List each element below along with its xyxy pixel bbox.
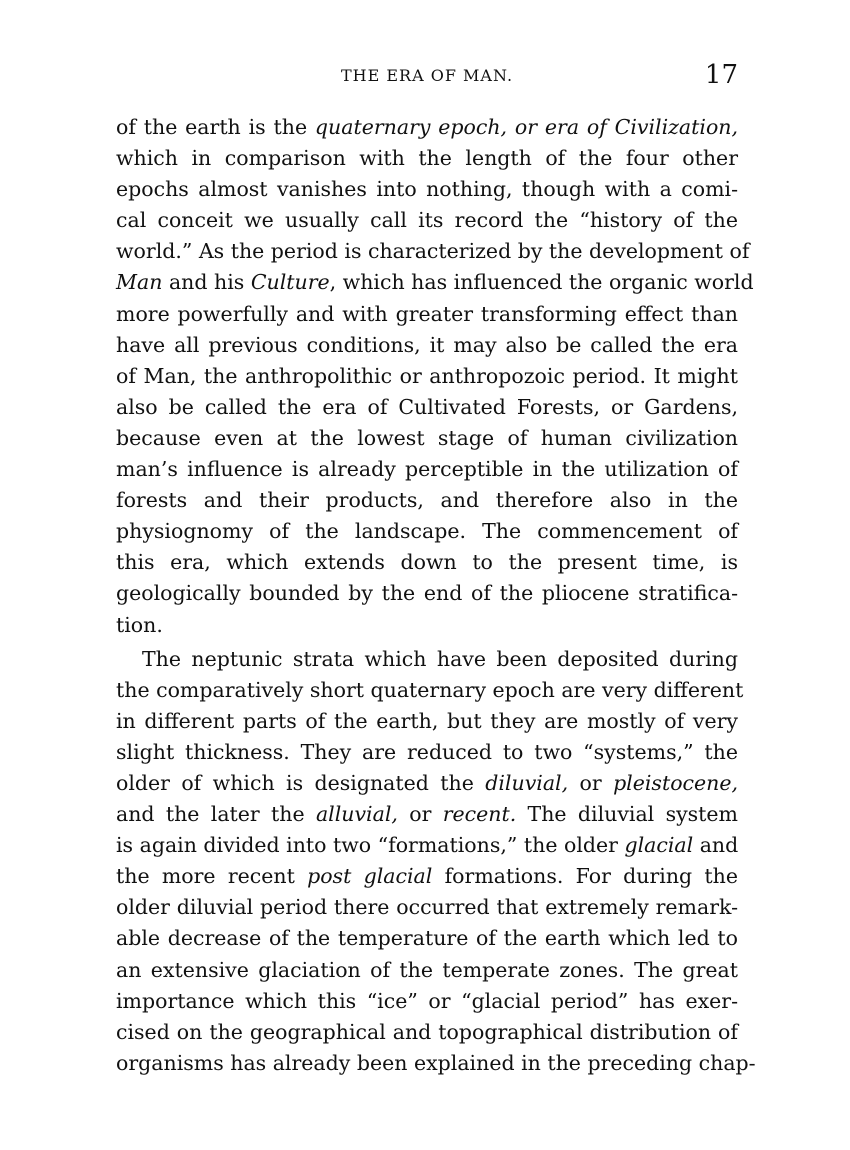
text-line: [116, 205, 738, 236]
text-run: older of which is designated the: [116, 770, 486, 795]
text-line: [116, 236, 750, 267]
text-run: the more recent: [116, 864, 308, 889]
italic-text: diluvial,: [485, 770, 569, 795]
text-line: [116, 1048, 756, 1079]
text-line: [116, 1017, 738, 1048]
italic-text: Man: [116, 270, 163, 295]
text-run: cised on the geographical and topographical distribution of: [116, 1019, 738, 1044]
text-run: older diluvial period there occurred that extremely remark-: [116, 895, 738, 920]
text-line: [116, 547, 738, 578]
text-line: [116, 423, 738, 454]
text-run: and the later the: [116, 802, 316, 827]
text-run: importance which this “ice” or “glacial period” has exer-: [116, 988, 738, 1013]
text-run: , which has influenced the organic world: [329, 270, 754, 295]
italic-text: Culture: [250, 270, 330, 295]
italic-text: post glacial: [307, 864, 433, 889]
page-number: 17: [704, 60, 738, 90]
text-run: have all previous conditions, it may also be called the era: [116, 332, 738, 357]
text-line: [116, 923, 738, 954]
text-run: tion.: [116, 612, 163, 637]
text-line: [116, 392, 738, 423]
text-run: The diluvial system: [516, 802, 738, 827]
text-line: [116, 610, 738, 641]
running-title: THE ERA OF MAN.: [340, 66, 514, 85]
text-line: [116, 485, 738, 516]
text-line: [116, 112, 738, 143]
text-run: or: [397, 802, 443, 827]
text-line: [116, 143, 738, 174]
text-line: [116, 892, 738, 923]
text-run: or: [568, 770, 614, 795]
text-line: [116, 330, 738, 361]
text-line: [116, 516, 738, 547]
italic-text: pleistocene,: [613, 770, 738, 795]
text-run: The neptunic strata which have been deposited during: [142, 646, 738, 671]
paragraph: [116, 112, 754, 641]
text-line: [116, 768, 738, 799]
text-run: formations. For during the: [432, 864, 738, 889]
text-line: [116, 737, 738, 768]
text-run: world.” As the period is characterized by the development of: [116, 239, 750, 264]
text-line: [116, 861, 738, 892]
text-run: and his: [162, 270, 251, 295]
text-run: in different parts of the earth, but they are mostly of very: [116, 708, 738, 733]
text-line: [116, 644, 738, 675]
text-run: also be called the era of Cultivated Forests, or Gardens,: [116, 394, 738, 419]
text-run: and: [693, 833, 739, 858]
text-run: epochs almost vanishes into nothing, though with a comi-: [116, 177, 738, 202]
text-run: physiognomy of the landscape. The commencement of: [116, 519, 738, 544]
text-line: [116, 578, 738, 609]
text-line: [116, 706, 738, 737]
text-run: organisms has already been explained in the preceding chap-: [116, 1050, 756, 1075]
text-line: [116, 675, 744, 706]
body-text: [116, 112, 756, 1079]
text-line: [116, 174, 738, 205]
text-run: slight thickness. They are reduced to two “systems,” the: [116, 739, 738, 764]
paragraph: [116, 644, 756, 1079]
text-line: [116, 299, 738, 330]
text-run: this era, which extends down to the present time, is: [116, 550, 738, 575]
text-line: [116, 986, 738, 1017]
text-run: of Man, the anthropolithic or anthropozoic period. It might: [116, 363, 738, 388]
running-head: [116, 60, 738, 96]
text-run: because even at the lowest stage of human civilization: [116, 425, 738, 450]
text-run: which in comparison with the length of the four other: [116, 146, 738, 171]
text-line: [116, 830, 738, 861]
text-line: [116, 361, 738, 392]
text-run: of the earth is the: [116, 115, 315, 139]
text-run: man’s influence is already perceptible in the utilization of: [116, 457, 738, 482]
text-run: geologically bounded by the end of the pliocene stratifica-: [116, 581, 738, 606]
text-line: [116, 454, 738, 485]
text-run: forests and their products, and therefore also in the: [116, 488, 738, 513]
italic-text: recent.: [442, 802, 517, 827]
italic-text: alluvial,: [315, 802, 398, 827]
text-run: cal conceit we usually call its record the “history of the: [116, 208, 738, 233]
text-run: is again divided into two “formations,” the older: [116, 833, 625, 858]
italic-text: quaternary epoch, or era of Civilization,: [314, 115, 739, 139]
text-run: able decrease of the temperature of the earth which led to: [116, 926, 738, 951]
text-line: [116, 955, 738, 986]
italic-text: glacial: [624, 833, 694, 858]
text-run: an extensive glaciation of the temperate zones. The great: [116, 957, 738, 982]
text-run: the comparatively short quaternary epoch are very different: [116, 677, 744, 702]
text-line: [116, 799, 738, 830]
text-line: [116, 267, 754, 298]
text-run: more powerfully and with greater transforming effect than: [116, 301, 738, 326]
